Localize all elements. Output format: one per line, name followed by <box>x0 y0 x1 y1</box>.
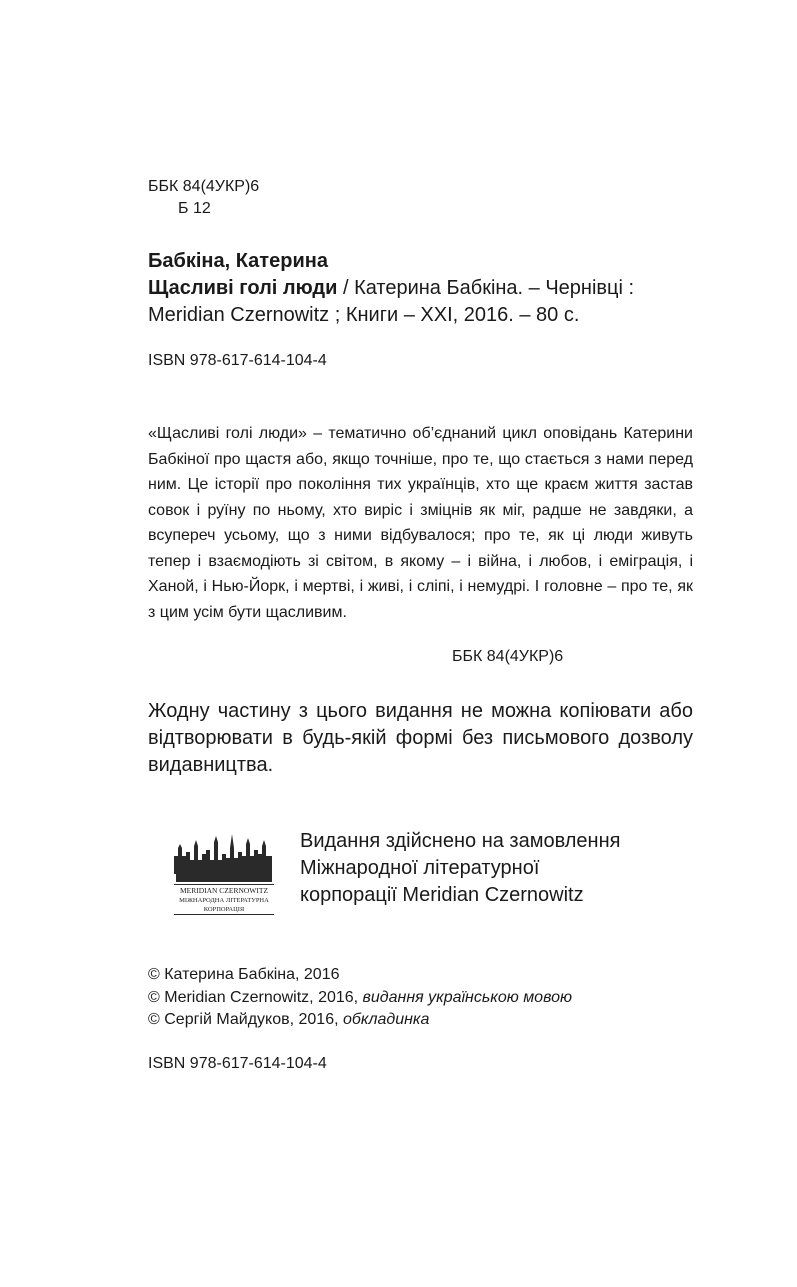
citation-title: Щасливі голі люди <box>148 277 338 299</box>
bibliographic-citation <box>148 248 693 329</box>
bbk-block <box>148 176 448 220</box>
copyright-line: © Сергій Майдуков, 2016, обкладинка <box>148 1011 430 1028</box>
copyright-line: © Meridian Czernowitz, 2016, видання українською мовою <box>148 988 572 1006</box>
author-mark: Б 12 <box>178 200 211 217</box>
copyright-line: © Катерина Бабкіна, 2016 <box>148 966 340 983</box>
annotation: «Щасливі голі люди» – тематично об’єднаний цикл оповідань Катерини Бабкіної про щастя або, якщо точніше, про те, що стається з нами перед ним. Це історії про покоління тих українців, хто ще краєм життя застав совок і руїну по ньому, хто виріс і зміцнів як міг, радше не завдяки, а всупереч усьому, що з ними відбувалося; про те, як ці люди живуть тепер і взаємодіють зі світом, в якому – і війна, і любов, і еміграція, і Ханой, і Нью-Йорк, і мертві, і живі, і сліпі, і немудрі. І головне – про те, як з цим усім бути щасливим. <box>148 425 693 621</box>
copyright-block <box>148 964 693 1032</box>
bbk-code: ББК 84(4УКР)6 <box>148 178 260 195</box>
citation-rest-2: Meridian Czernowitz ; Книги – XXI, 2016. – 80 с. <box>148 304 580 326</box>
city-skyline-icon <box>174 834 272 882</box>
publisher-logo <box>168 826 280 918</box>
logo-line-2: МІЖНАРОДНА ЛІТЕРАТУРНА <box>179 897 269 904</box>
citation-author: Бабкіна, Катерина <box>148 250 328 272</box>
publication-note-line-1: Видання здійснено на замовлення <box>300 830 621 852</box>
citation-rest-1: / Катерина Бабкіна. – Чернівці : <box>337 277 635 299</box>
logo-line-3: КОРПОРАЦІЯ <box>203 906 245 913</box>
isbn-bottom: ISBN 978-617-614-104-4 <box>148 1055 327 1072</box>
logo-line-1: MERIDIAN CZERNOWITZ <box>179 886 269 895</box>
bbk-bottom: ББК 84(4УКР)6 <box>452 648 564 665</box>
publication-note-line-2: Міжнародної літературної <box>300 857 540 879</box>
publication-note-line-3: корпорації Meridian Czernowitz <box>300 884 584 906</box>
publication-note <box>300 828 700 909</box>
rights-notice: Жодну частину з цього видання не можна копіювати або відтворювати в будь-якій формі без письмового дозволу видавництва. <box>148 700 693 776</box>
isbn-top: ISBN 978-617-614-104-4 <box>148 352 327 369</box>
